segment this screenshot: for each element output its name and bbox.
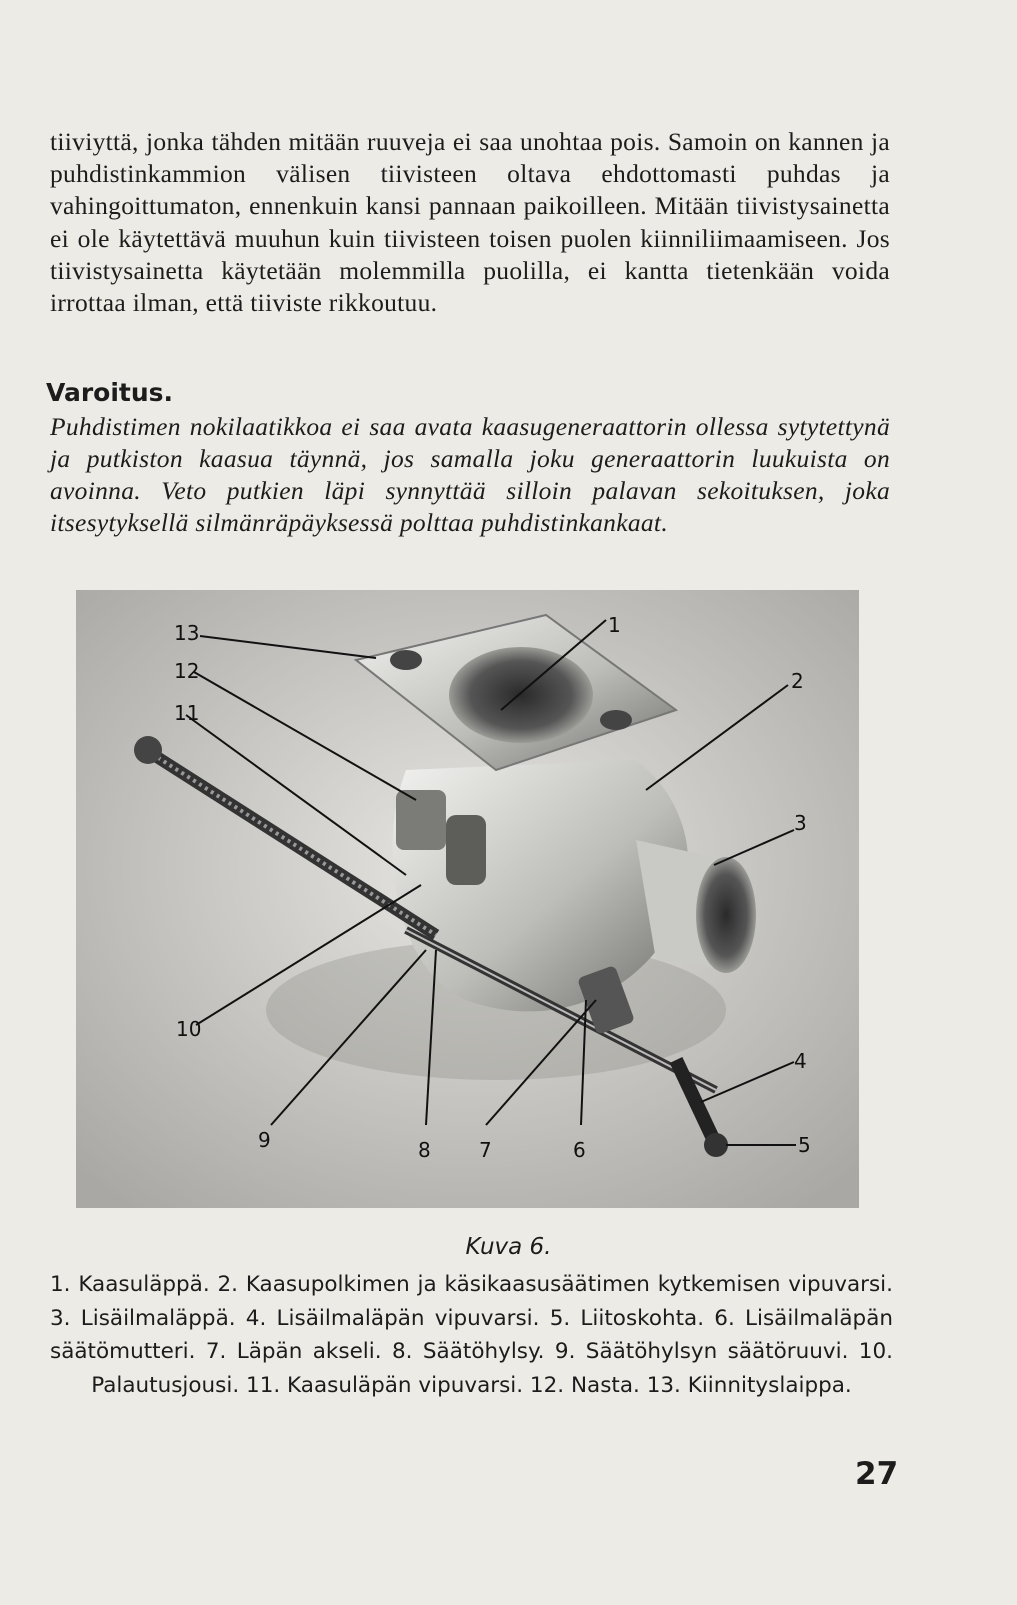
callout-10: 10 xyxy=(176,1017,202,1041)
page-number: 27 xyxy=(855,1456,899,1492)
callout-12: 12 xyxy=(174,659,200,683)
figure-legend: 1. Kaasuläppä. 2. Kaasupolkimen ja käsikaasusäätimen kytkemisen vipuvarsi. 3. Lisäilmaläppä. 4. Lisäilmaläpän vipuvarsi. 5. Liitoskohta. 6. Lisäilmaläpän säätömutteri. 7. Läpän akseli. 8. Säätöhylsy. 9. Säätöhylsyn säätöruuvi. 10. Palautusjousi. 11. Kaasuläpän vipuvarsi. 12. Nasta. 13. Kiinnityslaippa. xyxy=(50,1272,893,1398)
callout-4: 4 xyxy=(794,1049,807,1073)
callout-3: 3 xyxy=(794,811,807,835)
figure-caption: Kuva 6. xyxy=(465,1234,552,1260)
callout-9: 9 xyxy=(258,1128,271,1152)
body-paragraph: tiiviyttä, jonka tähden mitään ruuveja ei saa unohtaa pois. Samoin on kannen ja puhdistinkammion välisen tiivisteen oltava ehdottomasti puhdas ja vahingoittumaton, ennenkuin kansi pannaan paikoilleen. Mitään tiivistysainetta ei ole käytettävä muuhun kuin tiivisteen toisen puolen kiinniliimaamiseen. Jos tiivistysainetta käytetään molemmilla puolilla, ei kantta tietenkään voida irrottaa ilman, että tiiviste rikkoutuu. xyxy=(50,127,890,318)
carburetor-photo xyxy=(76,590,859,1208)
callout-11: 11 xyxy=(174,701,200,725)
callout-8: 8 xyxy=(418,1138,431,1162)
callout-6: 6 xyxy=(573,1138,586,1162)
warning-heading: Varoitus. xyxy=(46,378,174,407)
callout-7: 7 xyxy=(479,1138,492,1162)
callout-13: 13 xyxy=(174,621,200,645)
callout-5: 5 xyxy=(798,1133,811,1157)
warning-paragraph: Puhdistimen nokilaatikkoa ei saa avata kaasugeneraattorin ollessa sytytettynä ja putkiston kaasua täynnä, jos samalla joku generaattorin luukuista on avoinna. Veto putkien läpi synnyttää silloin palavan sekoituksen, joka itsesytyksellä silmänräpäyksessä polttaa puhdistinkankaat. xyxy=(50,412,890,537)
callout-2: 2 xyxy=(791,669,804,693)
callout-1: 1 xyxy=(608,613,621,637)
